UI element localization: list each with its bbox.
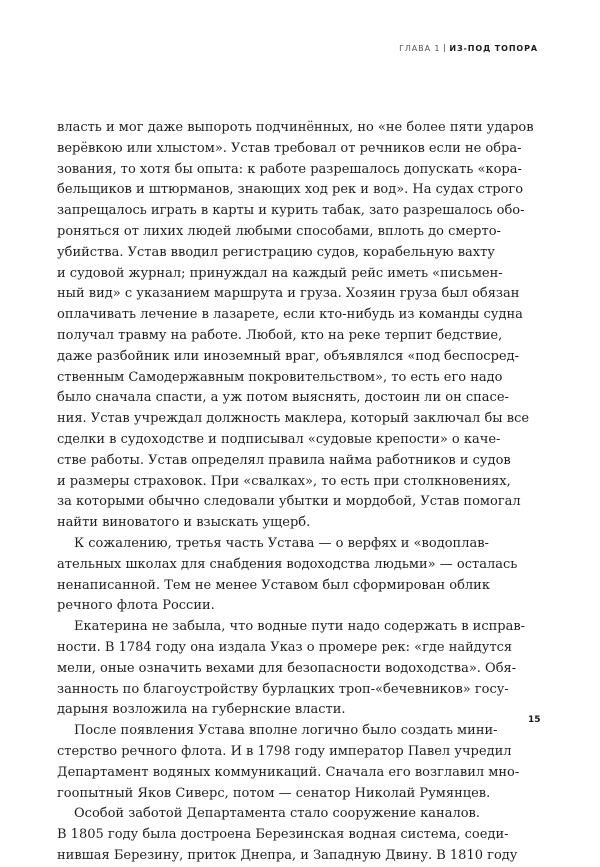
text-line: нившая Березину, приток Днепра, и Западную Двину. В 1810 году [57, 847, 518, 863]
text-line: власть и мог даже выпороть подчинённых, но «не более пяти ударов [57, 120, 534, 135]
text-line: стве работы. Устав определял правила найма работников и судов [57, 452, 511, 468]
text-line: бельщиков и штюрманов, знающих ход рек и вод». На судах строго [57, 182, 524, 198]
text-line: стерство речного флота. И в 1798 году император Павел учредил [57, 743, 512, 759]
text-line: В 1805 году была достроена Березинская водная система, соеди- [57, 827, 509, 843]
chapter-title: ИЗ-ПОД ТОПОРА [449, 44, 538, 53]
text-line: Департамент водяных коммуникаций. Сначала его возглавил мно- [57, 764, 520, 780]
text-line: было сначала спасти, а уж потом выяснять, достоин ли он спасе- [57, 390, 509, 406]
running-head-divider [444, 44, 445, 52]
paragraph [57, 118, 534, 534]
text-line: речного флота России. [57, 598, 215, 614]
text-line: убийства. Устав вводил регистрацию судов, корабельную вахту [57, 244, 495, 260]
text-line: К сожалению, третья часть Устава — о верфях и «водоплав- [74, 535, 489, 551]
text-line: роняться от лихих людей любыми способами, вплоть до смерто- [57, 223, 501, 239]
text-line: дарыня возложила на губернские власти. [57, 702, 346, 718]
paragraph [57, 804, 518, 866]
text-line: ственным Самодержавным покровительством», то есть его надо [57, 369, 503, 385]
text-line: После появления Устава вполне логично было создать мини- [74, 723, 498, 739]
text-line: запрещалось играть в карты и курить табак, зато разрешалось обо- [57, 203, 525, 219]
page-number: 15 [528, 715, 541, 725]
text-line: найти виноватого и взыскать ущерб. [57, 515, 311, 531]
chapter-label: ГЛАВА 1 [399, 44, 441, 53]
text-line: и размеры страховок. При «свалках», то есть при столкновениях, [57, 473, 511, 489]
paragraph [57, 534, 518, 617]
text-line: даже разбойник или иноземный враг, объявлялся «под беспосред- [57, 348, 519, 364]
text-line: ния. Устав учреждал должность маклера, который заключал бы все [57, 411, 530, 427]
text-line: Екатерина не забыла, что водные пути надо содержать в исправ- [74, 619, 526, 635]
body-text [57, 118, 534, 867]
text-line: ности. В 1784 году она издала Указ о промере рек: «где найдутся [57, 639, 513, 655]
text-line: верёвкою или хлыстом». Устав требовал от речников если не обра- [57, 140, 522, 156]
text-line: за которыми обычно следовали убытки и мордобой, Устав помогал [57, 494, 521, 510]
text-line: гоопытный Яков Сиверс, потом — сенатор Николай Румянцев. [57, 785, 491, 801]
text-line: мели, оные означить вехами для безопасности водоходства». Обя- [57, 660, 517, 676]
text-line: сделки в судоходстве и подписывал «судовые крепости» о каче- [57, 431, 501, 447]
text-line: занность по благоустройству бурлацких троп-«бечевников» госу- [57, 681, 509, 697]
text-line: ный вид» с указанием маршрута и груза. Хозяин груза был обязан [57, 286, 520, 302]
paragraph [57, 721, 520, 804]
running-head [399, 44, 538, 53]
text-line: ненаписанной. Тем не менее Уставом был сформирован облик [57, 577, 490, 593]
text-line: зования, то хотя бы опыта: к работе разрешалось допускать «кора- [57, 161, 522, 177]
text-line: ательных школах для снабдения водоходства людьми» — осталась [57, 556, 518, 572]
paragraph [57, 617, 526, 721]
text-line: Особой заботой Департамента стало сооружение каналов. [74, 806, 480, 822]
text-line: получал травму на работе. Любой, кто на реке терпит бедствие, [57, 327, 503, 343]
text-line: и судовой журнал; принуждал на каждый рейс иметь «письмен- [57, 265, 503, 281]
text-line: оплачивать лечение в лазарете, если кто-нибудь из команды судна [57, 307, 523, 323]
